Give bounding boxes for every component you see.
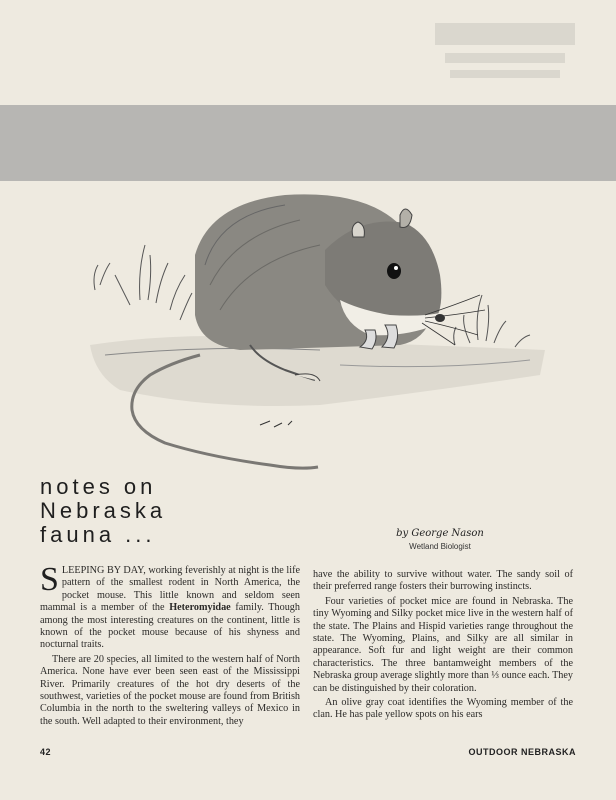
byline [360,528,520,551]
paragraph: have the ability to survive without water. The sandy soil of their preferred range fosters their burrowing instincts. [313,569,573,593]
family-name: Heteromyidae [169,602,231,614]
paragraph: Four varieties of pocket mice are found in Nebraska. The tiny Wyoming and Silky pocket mice live in the western half of the state. The Plains and Hispid varieties range throughout the state. The Wyoming, Plains, and Silky are all similar in appearance. Soft fur and light weight are their common characteristics. The three bantamweight members of the Nebraska group average slightly more than ⅓ ounce each. They can be distinguished by their coloration. [313,595,573,694]
paragraph: There are 20 species, all limited to the western half of North America. None have ever been seen east of the Mississippi River. Primarily creatures of the hot dry deserts of the southwest, varieties of the pocket mouse are found from British Columbia in the north to the sweltering valleys of Mexico in the south. Well adapted to their environment, they [40,653,300,727]
right-column [313,569,573,722]
pocket-mouse-illustration [60,175,560,485]
drop-cap: S [40,561,59,598]
paragraph [40,561,300,652]
bleed-through-ghost [425,18,585,98]
author-role: Wetland Biologist [409,542,471,551]
title-line: fauna ... [40,522,156,547]
paragraph-text: LEEPING BY DAY, working feverishly at night is the life pattern of the smallest rodent in North America, the pocket mouse. This little known and seldom seen mammal is a member of the [40,565,300,614]
title-line: notes on [40,474,157,499]
header-band [0,105,616,181]
title-line: Nebraska [40,498,167,523]
left-column [40,561,300,728]
magazine-name: OUTDOOR NEBRASKA [468,747,576,757]
author-name: by George Nason [396,528,484,539]
page-number: 42 [40,747,52,757]
article-title [40,475,166,547]
paragraph: An olive gray coat identifies the Wyoming member of the clan. He has pale yellow spots on his ears [313,697,573,721]
paragraph-text: family. Though among the most interesting creatures on the continent, little is known of the pocket mouse because of his shyness and nocturnal traits. [40,602,300,651]
